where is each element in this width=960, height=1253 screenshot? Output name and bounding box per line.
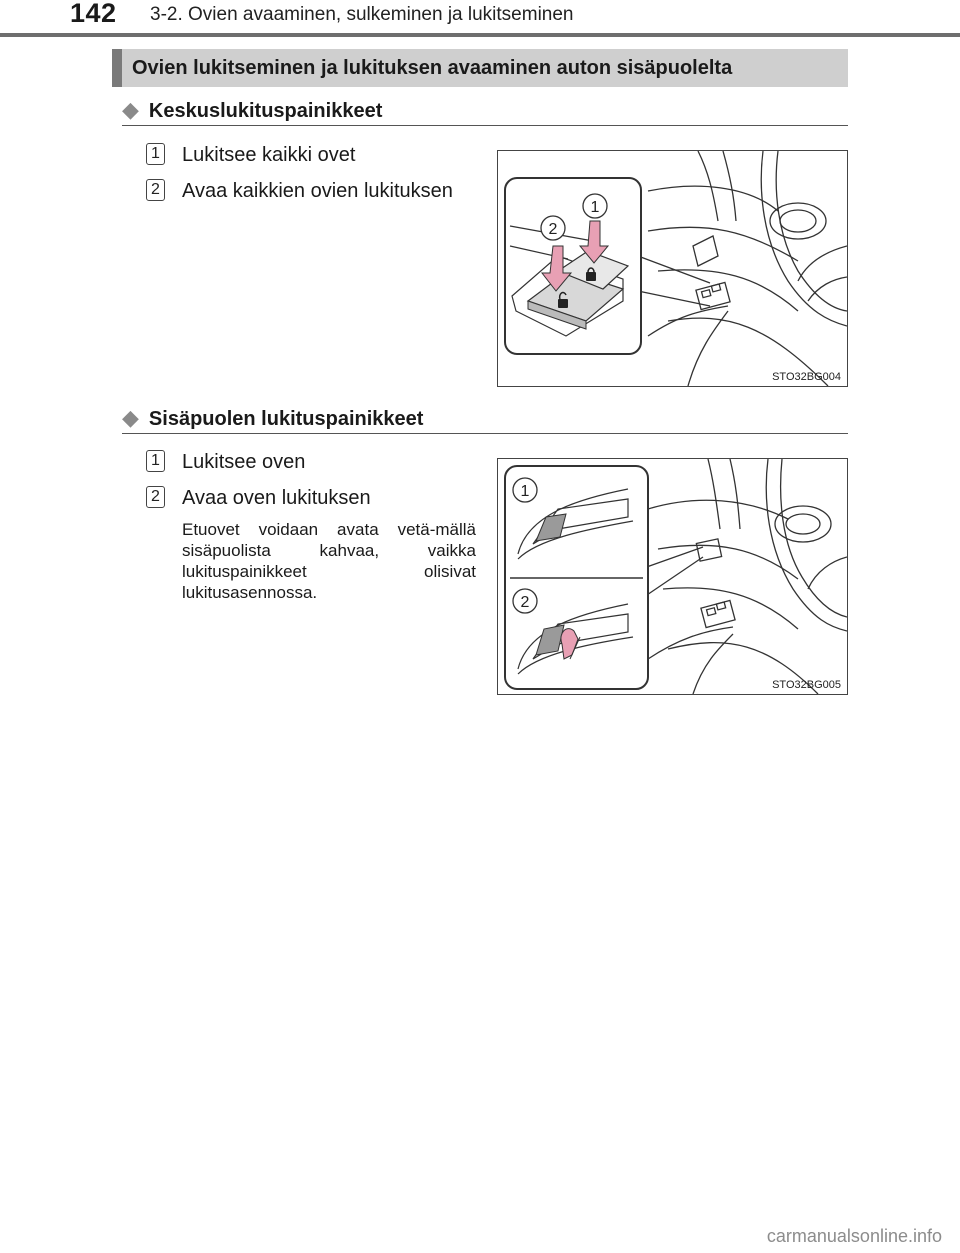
note-text: Etuovet voidaan avata vetä-mällä sisäpuolista kahvaa, vaikka lukituspainikkeet olisivat lukitusasennossa.	[182, 520, 476, 602]
step-text: Avaa kaikkien ovien lukituksen	[182, 180, 453, 202]
step-text: Avaa oven lukituksen	[182, 487, 371, 509]
diamond-bullet-icon: ◆	[122, 97, 139, 122]
step-number-badge: 1	[146, 450, 165, 472]
step-text: Lukitsee oven	[182, 451, 306, 473]
watermark: carmanualsonline.info	[766, 1226, 942, 1246]
subsection-title: Keskuslukituspainikkeet	[148, 100, 383, 122]
subsection-heading-1	[122, 97, 382, 123]
step-text: Lukitsee kaikki ovet	[182, 144, 356, 166]
subsection-rule	[122, 125, 848, 126]
subsection-title: Sisäpuolen lukituspainikkeet	[148, 408, 424, 430]
step-number-badge: 2	[146, 179, 165, 201]
header-rule	[0, 33, 960, 37]
figure-callout: 2	[520, 594, 530, 611]
section-title: Ovien lukitseminen ja lukituksen avaaminen auton sisäpuolelta	[132, 57, 733, 79]
diamond-bullet-icon: ◆	[122, 405, 139, 430]
figure-callout: 2	[548, 221, 558, 238]
door-lock-illustration	[498, 459, 847, 694]
figure-central-lock-switch	[497, 150, 848, 387]
figure-callout: 1	[520, 483, 530, 500]
page-number: 142	[70, 0, 117, 28]
figure-door-lock-knob	[497, 458, 848, 695]
figure-callout: 1	[590, 199, 600, 216]
central-lock-illustration	[498, 151, 847, 386]
figure-code: STO32BG004	[772, 371, 841, 383]
subsection-heading-2	[122, 405, 423, 431]
subsection-rule	[122, 433, 848, 434]
step-number-badge: 2	[146, 486, 165, 508]
section-title-bar	[112, 49, 848, 87]
step-number-badge: 1	[146, 143, 165, 165]
running-title: 3-2. Ovien avaaminen, sulkeminen ja lukitseminen	[150, 4, 574, 25]
figure-code: STO32BG005	[772, 679, 841, 691]
